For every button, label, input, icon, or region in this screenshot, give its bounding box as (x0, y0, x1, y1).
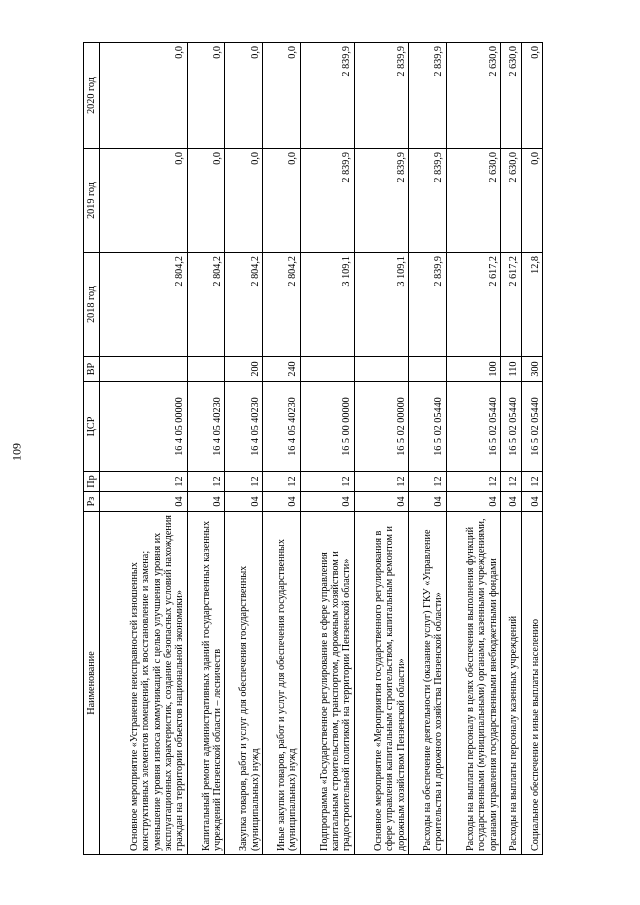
cell-csr: 16 4 05 40230 (225, 382, 263, 472)
cell-y2018: 2 617,2 (500, 253, 521, 357)
table-row (521, 43, 542, 855)
cell-y2019: 0,0 (521, 149, 542, 253)
cell-y2019: 0,0 (263, 149, 301, 253)
cell-y2018: 12,8 (521, 253, 542, 357)
cell-name: Расходы на выплаты персоналу казенных учреждений (500, 512, 521, 855)
cell-y2018: 2 804,2 (263, 253, 301, 357)
cell-vr (187, 357, 225, 382)
cell-rz: 04 (446, 492, 500, 512)
cell-vr: 100 (446, 357, 500, 382)
table-row (100, 43, 187, 855)
rotated-table-container (83, 43, 543, 855)
header-y2019: 2019 год (84, 149, 100, 253)
cell-name: Основное мероприятие «Мероприятия государственного регулирования в сфере управления капитальным строительством, капитальным ремонтом и дорожным хозяйством Пензенской области» (354, 512, 408, 855)
cell-csr: 16 5 02 00000 (354, 382, 408, 472)
cell-name: Подпрограмма «Государственное регулирование в сфере управления капитальным строительством, транспортом, дорожным хозяйством и градостроительной политикой на территории Пензенской области» (300, 512, 354, 855)
cell-vr: 200 (225, 357, 263, 382)
cell-y2020: 2 630,0 (500, 43, 521, 149)
cell-vr (300, 357, 354, 382)
cell-vr: 240 (263, 357, 301, 382)
header-csr: ЦСР (84, 382, 100, 472)
cell-pr: 12 (446, 472, 500, 492)
cell-y2020: 0,0 (521, 43, 542, 149)
cell-pr: 12 (263, 472, 301, 492)
cell-y2019: 2 630,0 (446, 149, 500, 253)
cell-y2019: 0,0 (225, 149, 263, 253)
cell-pr: 12 (354, 472, 408, 492)
table-row (500, 43, 521, 855)
table-row (446, 43, 500, 855)
page-number-area (0, 0, 34, 905)
table-row (187, 43, 225, 855)
cell-csr: 16 4 05 00000 (100, 382, 187, 472)
cell-rz: 04 (409, 492, 447, 512)
cell-pr: 12 (225, 472, 263, 492)
cell-rz: 04 (500, 492, 521, 512)
cell-name: Иные закупки товаров, работ и услуг для обеспечения государственных (муниципальных) нужд (263, 512, 301, 855)
cell-pr: 12 (187, 472, 225, 492)
page-number: 109 (9, 443, 24, 461)
cell-y2018: 2 839,9 (409, 253, 447, 357)
table-body (100, 43, 543, 855)
cell-y2018: 2 617,2 (446, 253, 500, 357)
cell-vr: 110 (500, 357, 521, 382)
cell-y2019: 2 839,9 (409, 149, 447, 253)
cell-rz: 04 (263, 492, 301, 512)
cell-csr: 16 5 00 00000 (300, 382, 354, 472)
cell-y2018: 2 804,2 (225, 253, 263, 357)
cell-vr (354, 357, 408, 382)
cell-y2020: 0,0 (263, 43, 301, 149)
cell-vr (100, 357, 187, 382)
cell-pr: 12 (409, 472, 447, 492)
table-row (354, 43, 408, 855)
cell-rz: 04 (225, 492, 263, 512)
cell-y2018: 2 804,2 (187, 253, 225, 357)
table-row (263, 43, 301, 855)
cell-csr: 16 5 02 05440 (500, 382, 521, 472)
cell-name: Основное мероприятие «Устранение неисправностей изношенных конструктивных элементов помещений, их восстановление и замена; уменьшение уровня износа коммуникаций с целью улучшения уровня их эксплуатационных характеристик, создание безопасных условий нахождения граждан на территории объектов национальной экономики» (100, 512, 187, 855)
cell-name: Расходы на выплаты персоналу в целях обеспечения выполнения функций государственными (муниципальными) органами, казенными учреждениями, органами управления государственными внебюджетными фондами (446, 512, 500, 855)
cell-y2019: 2 839,9 (300, 149, 354, 253)
cell-rz: 04 (100, 492, 187, 512)
cell-rz: 04 (354, 492, 408, 512)
table-row (409, 43, 447, 855)
cell-y2018: 2 804,2 (100, 253, 187, 357)
cell-name: Капитальный ремонт административных зданий государственных казенных учреждений Пензенской области – лесничеств (187, 512, 225, 855)
cell-y2020: 0,0 (187, 43, 225, 149)
cell-vr (409, 357, 447, 382)
cell-rz: 04 (187, 492, 225, 512)
budget-table (83, 42, 543, 855)
cell-rz: 04 (521, 492, 542, 512)
cell-y2019: 2 630,0 (500, 149, 521, 253)
cell-y2019: 0,0 (187, 149, 225, 253)
cell-y2020: 2 839,9 (409, 43, 447, 149)
cell-csr: 16 4 05 40230 (263, 382, 301, 472)
cell-pr: 12 (500, 472, 521, 492)
cell-y2018: 3 109,1 (354, 253, 408, 357)
cell-y2020: 2 630,0 (446, 43, 500, 149)
cell-vr: 300 (521, 357, 542, 382)
cell-csr: 16 5 02 05440 (446, 382, 500, 472)
table-header-row (84, 43, 100, 855)
header-y2020: 2020 год (84, 43, 100, 149)
cell-pr: 12 (521, 472, 542, 492)
cell-y2019: 0,0 (100, 149, 187, 253)
cell-y2019: 2 839,9 (354, 149, 408, 253)
table-row (300, 43, 354, 855)
cell-y2020: 0,0 (100, 43, 187, 149)
table-row (225, 43, 263, 855)
header-y2018: 2018 год (84, 253, 100, 357)
cell-y2020: 0,0 (225, 43, 263, 149)
cell-name: Социальное обеспечение и иные выплаты населению (521, 512, 542, 855)
cell-pr: 12 (100, 472, 187, 492)
cell-y2020: 2 839,9 (300, 43, 354, 149)
cell-y2020: 2 839,9 (354, 43, 408, 149)
cell-pr: 12 (300, 472, 354, 492)
cell-name: Закупка товаров, работ и услуг для обеспечения государственных (муниципальных) нужд (225, 512, 263, 855)
header-pr: Пр (84, 472, 100, 492)
header-vr: ВР (84, 357, 100, 382)
cell-y2018: 3 109,1 (300, 253, 354, 357)
cell-rz: 04 (300, 492, 354, 512)
cell-csr: 16 5 02 05440 (409, 382, 447, 472)
cell-name: Расходы на обеспечение деятельности (оказание услуг) ГКУ «Управление строительства и дорожного хозяйства Пензенской области» (409, 512, 447, 855)
cell-csr: 16 5 02 05440 (521, 382, 542, 472)
header-name: Наименование (84, 512, 100, 855)
cell-csr: 16 4 05 40230 (187, 382, 225, 472)
header-rz: Рз (84, 492, 100, 512)
